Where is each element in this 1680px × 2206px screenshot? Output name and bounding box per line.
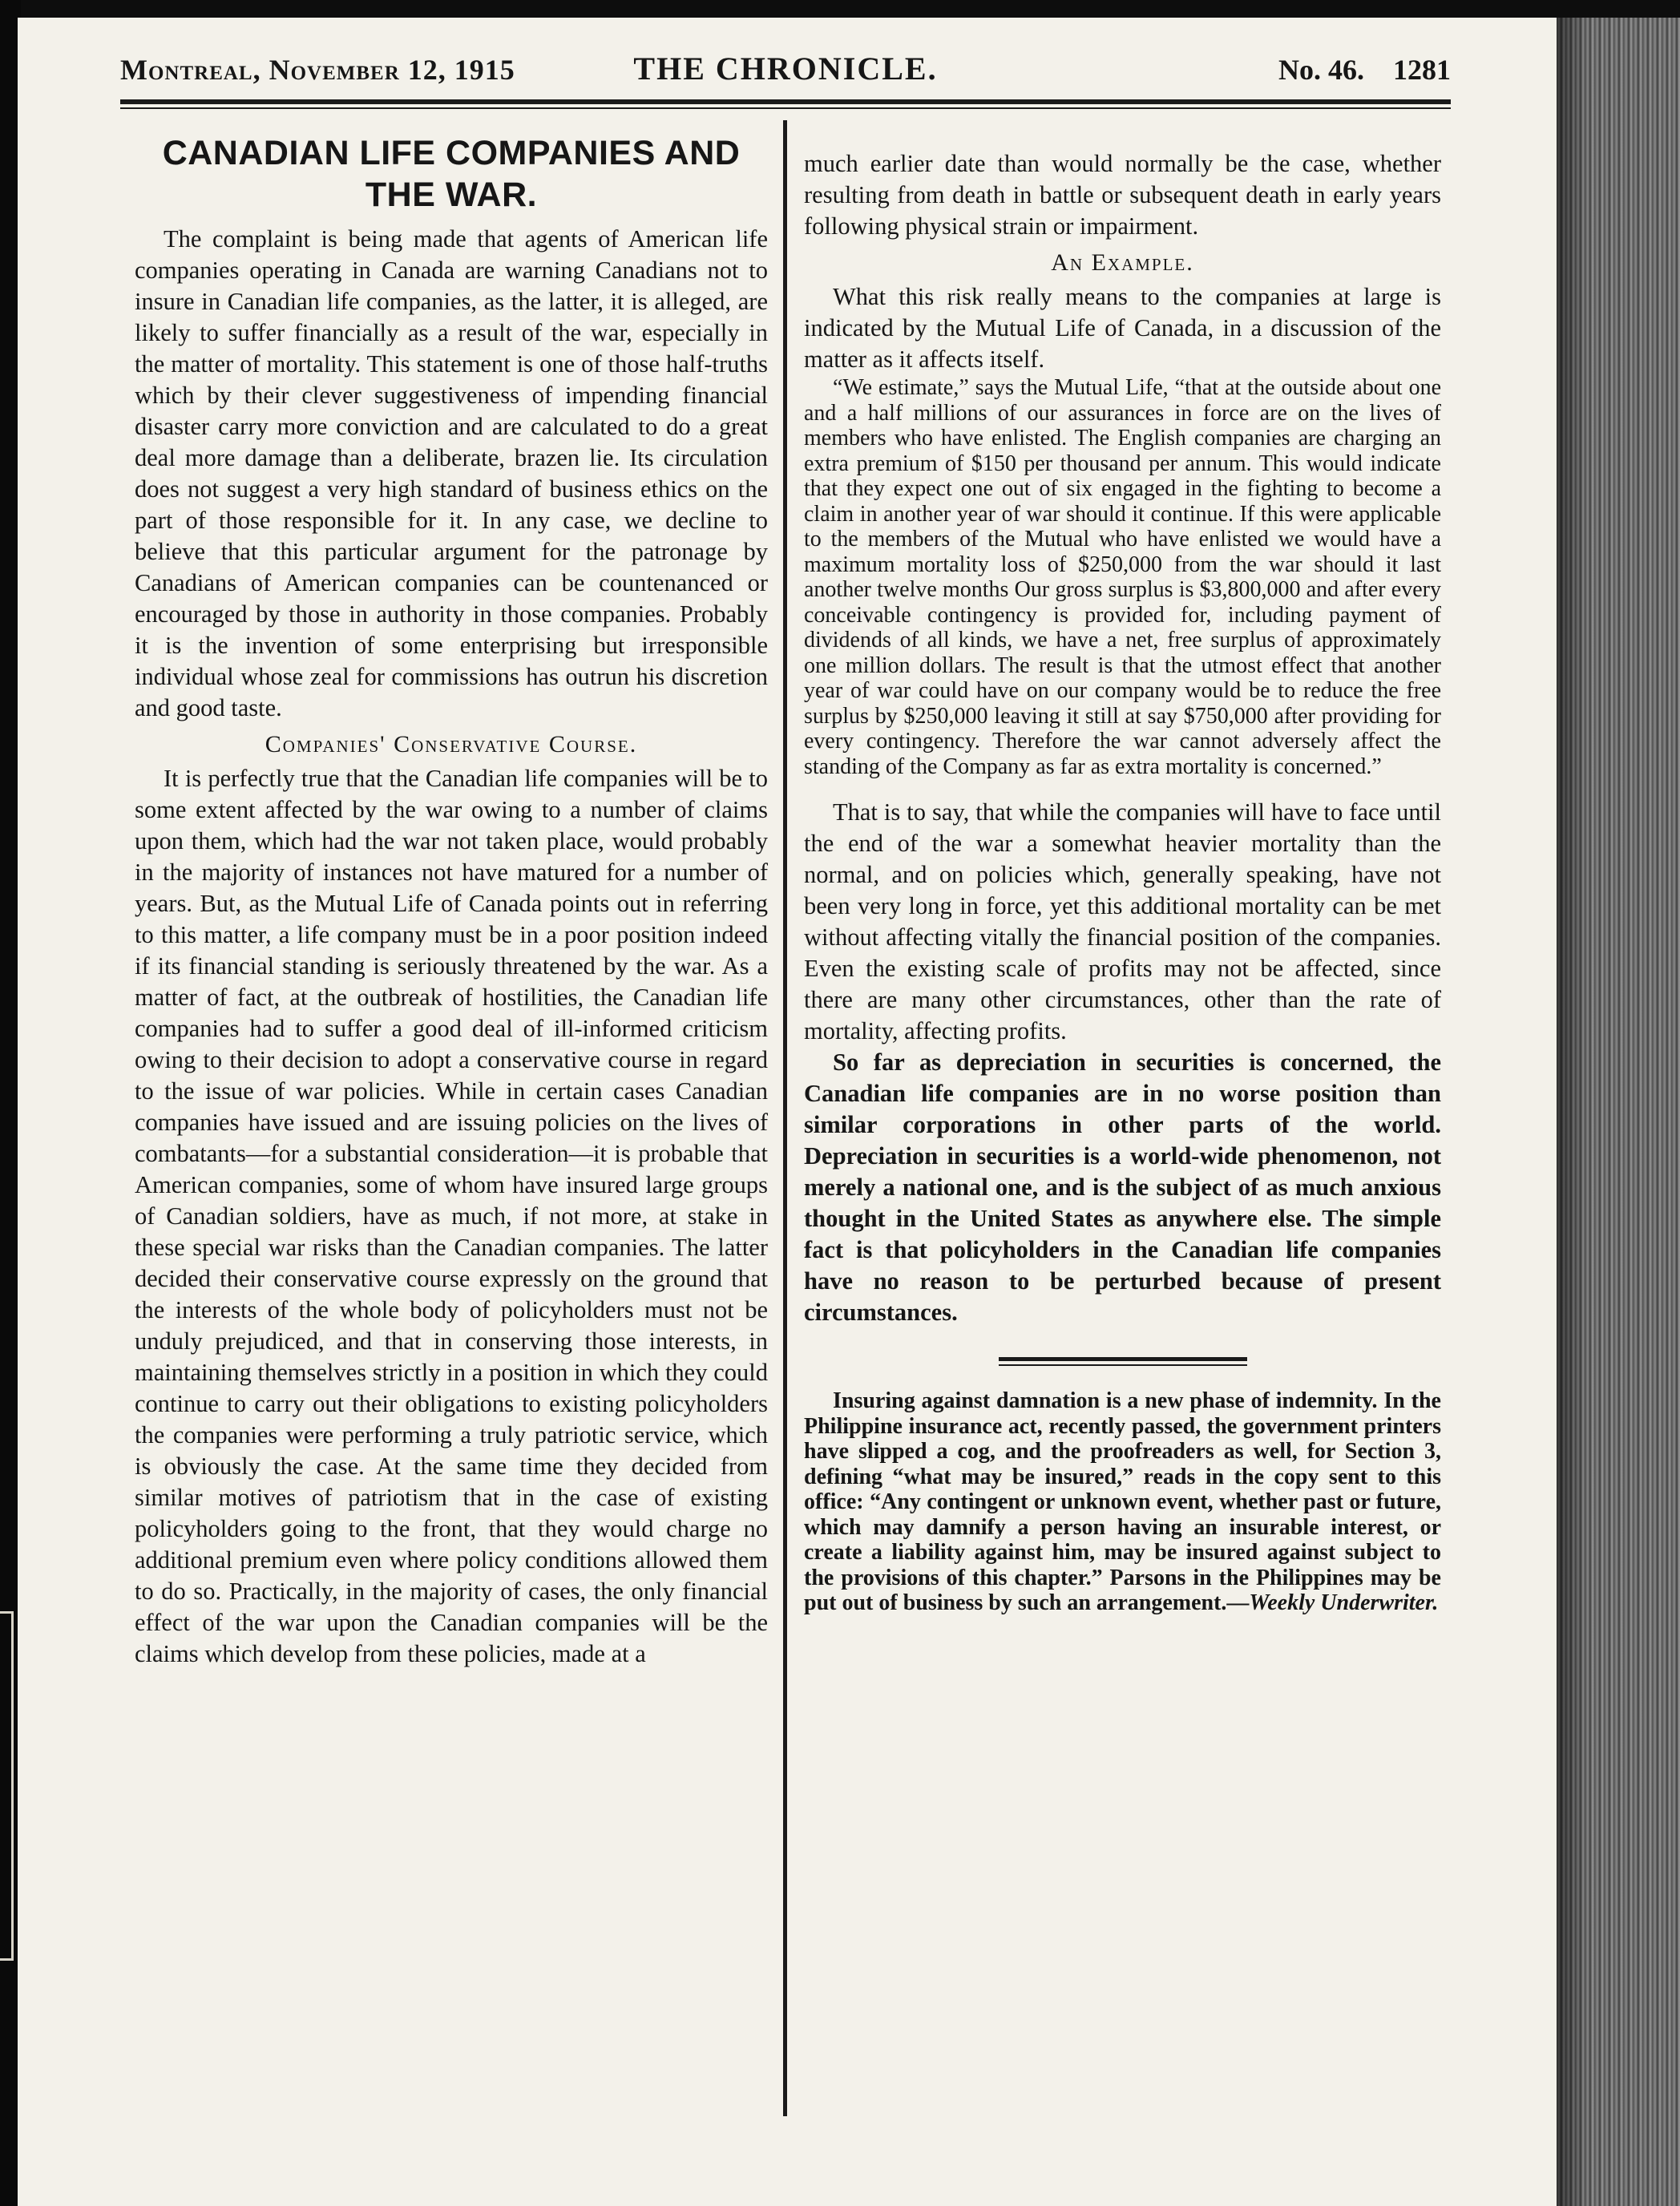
article-paragraph-4: That is to say, that while the companies will have to face until the end of the war a somewhat heavier mortality than the normal, and on policies which, generally speaking, have not been very long in force, yet this additional mortality can be met without affecting vitally the financial position of the companies. Even the existing scale of profits may not be affected, since there are many other circumstances, other than the rate of mortality, affecting profits. xyxy=(804,798,1441,1044)
section-separator xyxy=(999,1357,1247,1366)
header-right xyxy=(1250,53,1451,87)
header-page-number: 1281 xyxy=(1393,54,1451,86)
header-journal-title: THE CHRONICLE. xyxy=(633,51,938,87)
header-place-date: Montreal, November 12, 1915 xyxy=(120,54,515,86)
page-stack-edge xyxy=(1557,18,1680,2206)
article-paragraph-1: The complaint is being made that agents of American life companies operating in Canada are warning Canadians not to insure in Canadian life companies, as the latter, it is alleged, are likely to suffer financially as a result of the war, especially in the matter of mortality. This statement is one of those half-truths which by their clever suggestiveness of impending financial disaster carry more conviction and are calculated to do a great deal more damage than a deliberate, brazen lie. Its circulation does not suggest a very high standard of business ethics on the part of those responsible for it. In any case, we decline to believe that this particular argument for the patronage by Canadians of American companies can be countenanced or encouraged by those in authority in those companies. Probably it is the invention of some enterprising but irresponsible individual whose zeal for commissions has outrun his discretion and good taste. xyxy=(135,225,768,721)
right-column xyxy=(804,148,1441,1616)
header-rule xyxy=(120,99,1451,104)
header-rule-thin xyxy=(120,107,1451,109)
philippine-insurance-item xyxy=(804,1388,1441,1616)
left-column xyxy=(135,132,768,1670)
article-paragraph-5: So far as depreciation in securities is concerned, the Canadian life companies are in no worse position than similar corporations in other parts of the world. Depreciation in securities is a world-wide phenomenon, not merely a national one, and is the subject of as much anxious thought in the United States as anywhere else. The simple fact is that policyholders in the Canadian life companies have no reason to be perturbed because of present circumstances. xyxy=(804,1048,1441,1326)
article-paragraph-2-continued: much earlier date than would normally be the case, whether resulting from death in battle or subsequent death in early years following physical strain or impairment. xyxy=(804,150,1441,240)
philippine-item-source: Weekly Underwriter. xyxy=(1249,1590,1439,1615)
mutual-life-quotation: “We estimate,” says the Mutual Life, “that at the outside about one and a half millions of our assurances in force are on the lives of members who have enlisted. The English companies are charging an extra premium of $150 per thousand per annum. This would indicate that they expect one out of six engaged in the fighting to become a claim in another year of war should it continue. If this were applicable to the members of the Mutual who have enlisted we would have a maximum mortality loss of $250,000 from the war should it last another twelve months Our gross surplus is $3,800,000 and after every conceivable contingency is provided for, including payment of dividends of all kinds, we have a net, free surplus of approximately one million dollars. The result is that the utmost effect that another year of war could have on our company would be to reduce the free surplus by $250,000 leaving it still at say $750,000 after providing for every contingency. Therefore the war cannot adversely affect the standing of the Company as far as extra mortality is concerned.” xyxy=(804,375,1441,779)
column-divider xyxy=(783,120,787,2116)
subheading-conservative-course: Companies' Conservative Course. xyxy=(265,731,638,758)
header-issue-number: No. 46. xyxy=(1278,54,1364,86)
spine-page-edge xyxy=(0,1611,14,1961)
subheading-an-example: An Example. xyxy=(1051,249,1194,276)
article-paragraph-2: It is perfectly true that the Canadian life companies will be to some extent affected by the war owing to a number of claims upon them, which had the war not taken place, would probably in the majority of instances not have matured for a number of years. But, as the Mutual Life of Canada points out in referring to this matter, a life company must be in a poor position indeed if its financial standing is seriously threatened by the war. As a matter of fact, at the outbreak of hostilities, the Canadian life companies had to suffer a good deal of ill-informed criticism owing to their decision to adopt a conservative course in regard to the issue of war policies. While in certain cases Canadian companies have issued and are issuing policies on the lives of combatants—for a substantial consideration—it is probable that American companies, some of whom have insured large groups of Canadian soldiers, have as much, if not more, at stake in these special war risks than the Canadian companies. The latter decided their conservative course expressly on the ground that the interests of the whole body of policyholders must not be unduly prejudiced, and that in conserving those interests, in maintaining themselves strictly in a position in which they could continue to carry out their obligations to existing policyholders the companies were performing a truly patriotic service, which is obviously the case. At the same time they decided from similar motives of patriotism that in the case of existing policyholders going to the front, that they would charge no additional premium even where policy conditions allowed them to do so. Practically, in the majority of cases, the only financial effect of the war upon the Canadian companies will be the claims which develop from these policies, made at a xyxy=(135,765,768,1667)
philippine-item-text: Insuring against damnation is a new phase of indemnity. In the Philippine insurance act, recently passed, the government printers have slipped a cog, and the proofreaders as well, for Section 3, defining “what may be insured,” reads in the copy sent to this office: “Any contingent or unknown event, whether past or future, which may damnify a person having an insurable interest, or create a liability against him, may be insured against subject to the provisions of this chapter.” Parsons in the Philippines may be put out of business by such an arrangement.— xyxy=(804,1388,1441,1615)
article-title: CANADIAN LIFE COMPANIES AND THE WAR. xyxy=(162,134,741,214)
running-header xyxy=(120,38,1451,96)
article-paragraph-3: What this risk really means to the companies at large is indicated by the Mutual Life of Canada, in a discussion of the matter as it affects itself. xyxy=(804,283,1441,373)
